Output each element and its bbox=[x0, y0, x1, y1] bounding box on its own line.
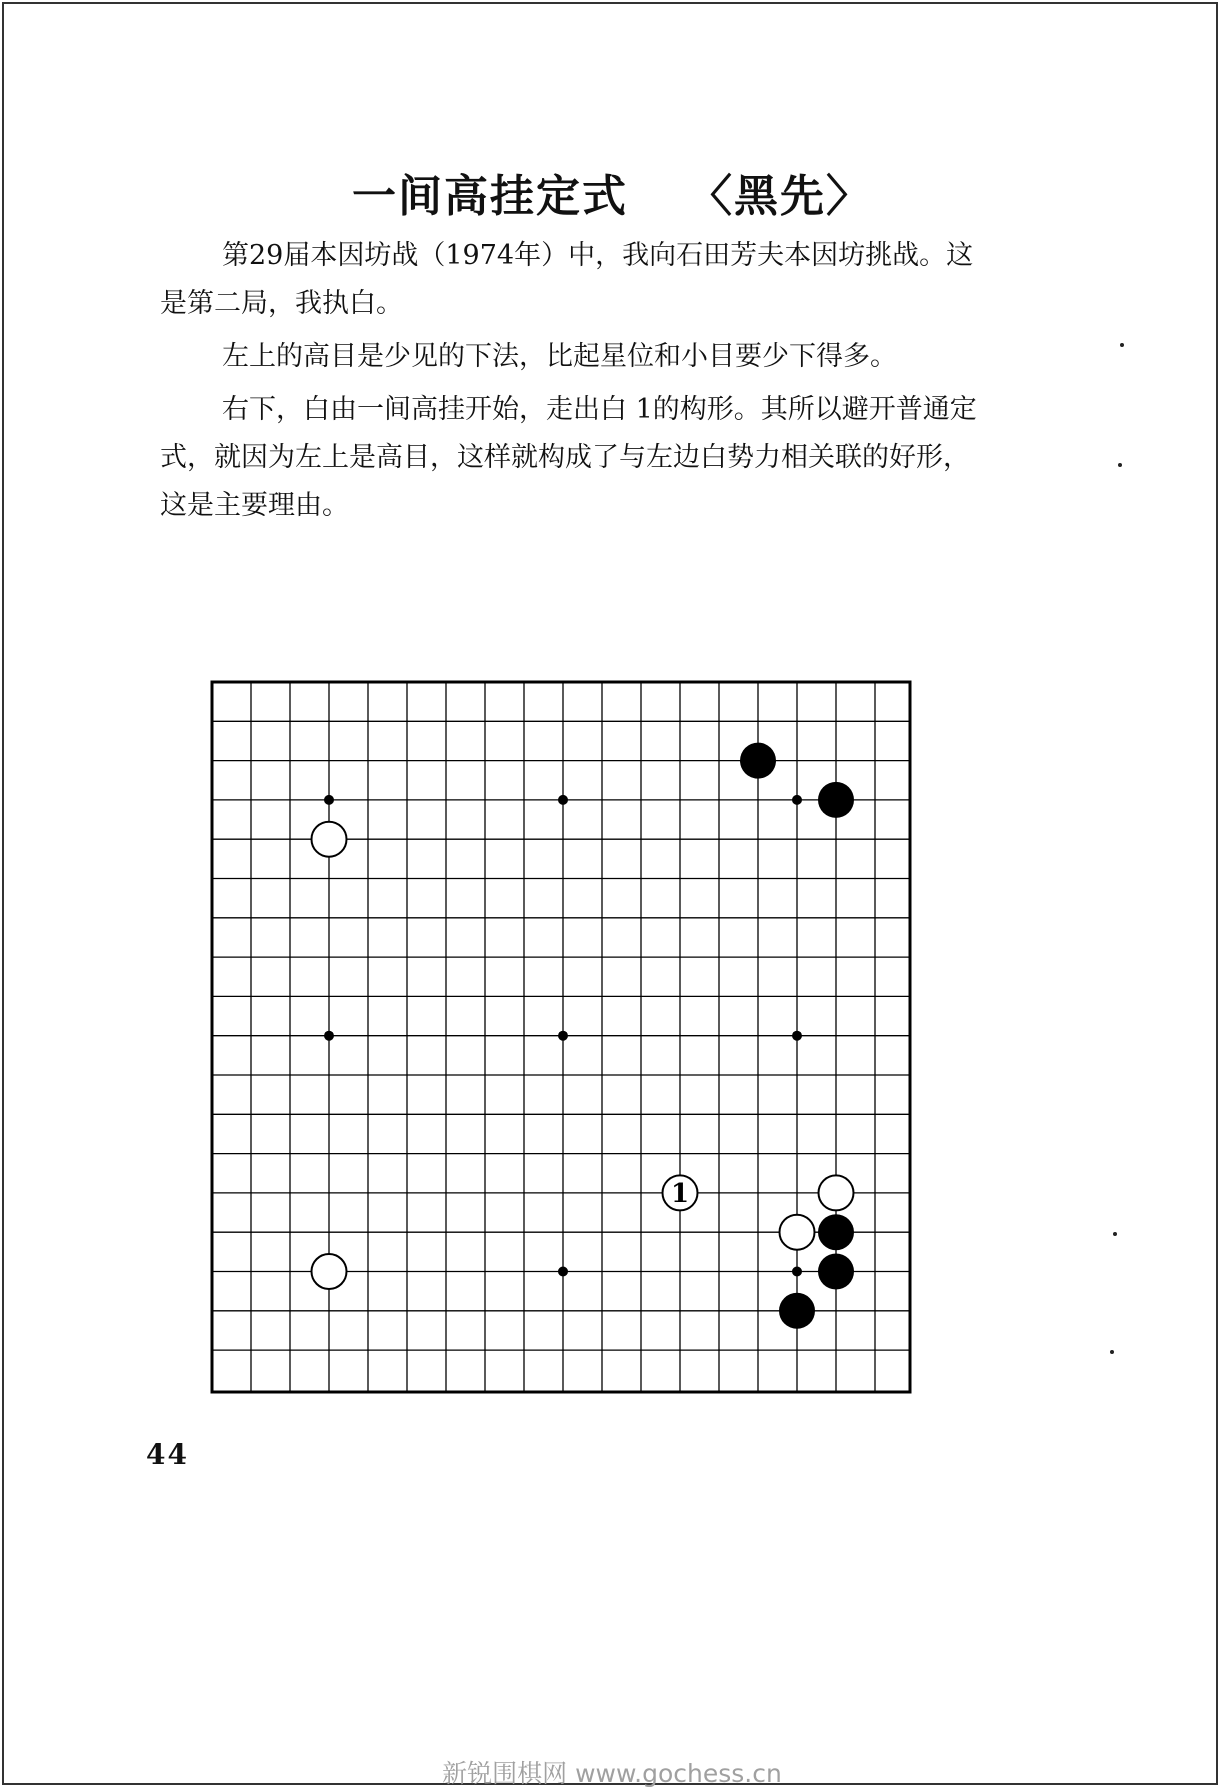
black-stone bbox=[779, 1293, 815, 1329]
go-board bbox=[210, 680, 915, 1395]
watermark: 新锐围棋网 www.gochess.cn bbox=[442, 1759, 782, 1788]
star-point bbox=[558, 1267, 568, 1277]
black-stone bbox=[818, 1254, 854, 1290]
page-title bbox=[0, 160, 1224, 224]
star-point bbox=[792, 1031, 802, 1041]
title-subtitle: 〈黑先〉 bbox=[688, 171, 872, 222]
paragraph-2: 左上的高目是少见的下法，比起星位和小目要少下得多。 bbox=[222, 341, 897, 372]
scan-speck bbox=[1118, 463, 1122, 467]
white-stone bbox=[312, 1254, 347, 1289]
move-number-label: 1 bbox=[670, 1178, 690, 1209]
white-stone bbox=[819, 1175, 854, 1210]
star-point bbox=[324, 795, 334, 805]
scan-speck bbox=[1120, 343, 1124, 347]
black-stone bbox=[740, 743, 776, 779]
paragraph-3: 右下，白由一间高挂开始，走出白 1的构形。其所以避开普通定式，就因为左上是高目，这样就构成了与左边白势力相关联的好形，这是主要理由。 bbox=[160, 394, 977, 521]
page-number: 44 bbox=[146, 1438, 189, 1471]
star-point bbox=[558, 1031, 568, 1041]
scan-speck bbox=[1110, 1350, 1114, 1354]
star-point bbox=[792, 1267, 802, 1277]
white-stone bbox=[780, 1215, 815, 1250]
star-point bbox=[324, 1031, 334, 1041]
go-board-diagram bbox=[210, 680, 915, 1399]
black-stone bbox=[818, 782, 854, 818]
paragraph-1: 第29届本因坊战（1974年）中，我向石田芳夫本因坊挑战。这是第二局，我执白。 bbox=[160, 240, 974, 319]
scan-speck bbox=[1113, 1232, 1117, 1236]
black-stone bbox=[818, 1214, 854, 1250]
title-main: 一间高挂定式 bbox=[352, 171, 628, 222]
white-stone bbox=[312, 822, 347, 857]
body-text bbox=[160, 232, 980, 535]
star-point bbox=[558, 795, 568, 805]
star-point bbox=[792, 795, 802, 805]
